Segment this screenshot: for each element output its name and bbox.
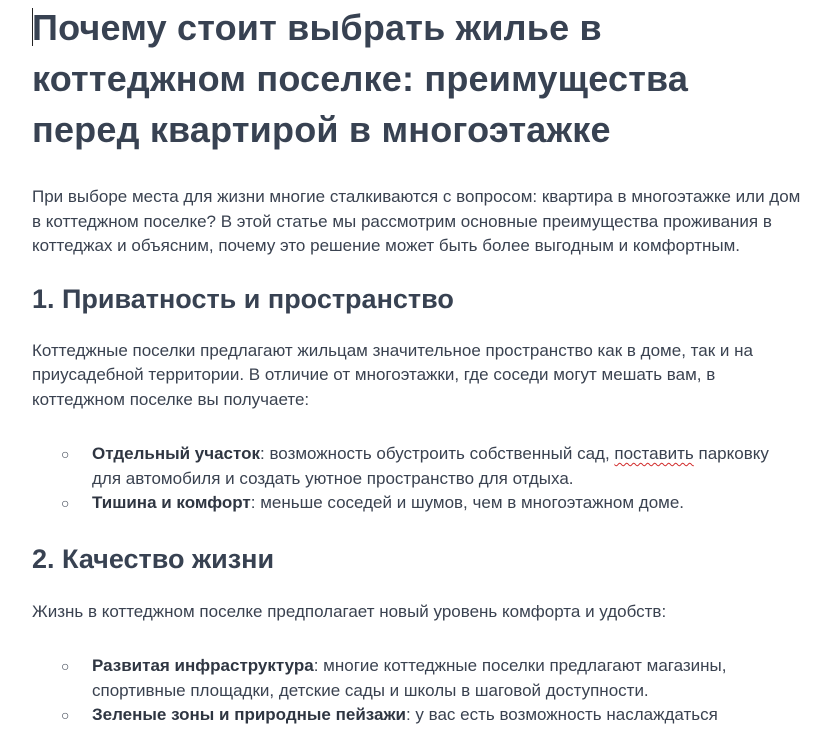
- list-item[interactable]: [32, 654, 802, 703]
- bullet-circle-icon: ○: [61, 707, 70, 723]
- list-item[interactable]: [32, 703, 802, 728]
- list-item-text: : меньше соседей и шумов, чем в многоэтажном доме.: [250, 493, 685, 512]
- bullet-circle-icon: ○: [61, 495, 70, 511]
- section-1-list: [32, 442, 802, 516]
- page-title[interactable]: Почему стоит выбрать жилье в коттеджном поселке: преимущества перед квартирой в многоэтажке: [32, 7, 689, 150]
- bullet-circle-icon: ○: [61, 658, 70, 674]
- document-body[interactable]: [32, 0, 802, 728]
- bullet-circle-icon: ○: [61, 446, 70, 462]
- list-item[interactable]: [32, 442, 802, 491]
- spellcheck-flagged-word[interactable]: поставить: [614, 444, 694, 463]
- list-item-term: Отдельный участок: [92, 444, 261, 463]
- list-item[interactable]: [32, 491, 802, 516]
- list-item-text: : у вас есть возможность наслаждаться: [405, 705, 718, 724]
- section-2-heading[interactable]: 2. Качество жизни: [32, 543, 275, 574]
- list-item-term: Развитая инфраструктура: [92, 656, 314, 675]
- section-1-paragraph[interactable]: Коттеджные поселки предлагают жильцам значительное пространство как в доме, так и на приусадебной территории. В отличие от многоэтажки, где соседи могут мешать вам, в коттеджном поселке вы получаете:: [32, 340, 753, 409]
- list-item-text: : многие коттеджные поселки предлагают магазины, спортивные площадки, детские сады и школы в шаговой доступности.: [92, 656, 727, 700]
- section-2-list: [32, 654, 802, 728]
- list-item-text: : возможность обустроить собственный сад,: [260, 444, 615, 463]
- intro-paragraph[interactable]: При выборе места для жизни многие сталкиваются с вопросом: квартира в многоэтажке или дом в коттеджном поселке? В этой статье мы рассмотрим основные преимущества проживания в коттеджах и объясним, почему это решение может быть более выгодным и комфортным.: [32, 187, 801, 255]
- list-item-text: парковку для автомобиля и создать уютное пространство для отдыха.: [92, 444, 769, 488]
- list-item-term: Тишина и комфорт: [92, 493, 251, 512]
- list-item-term: Зеленые зоны и природные пейзажи: [92, 705, 406, 724]
- section-2-paragraph[interactable]: Жизнь в коттеджном поселке предполагает новый уровень комфорта и удобств:: [32, 601, 667, 621]
- section-1-heading[interactable]: 1. Приватность и пространство: [32, 283, 454, 314]
